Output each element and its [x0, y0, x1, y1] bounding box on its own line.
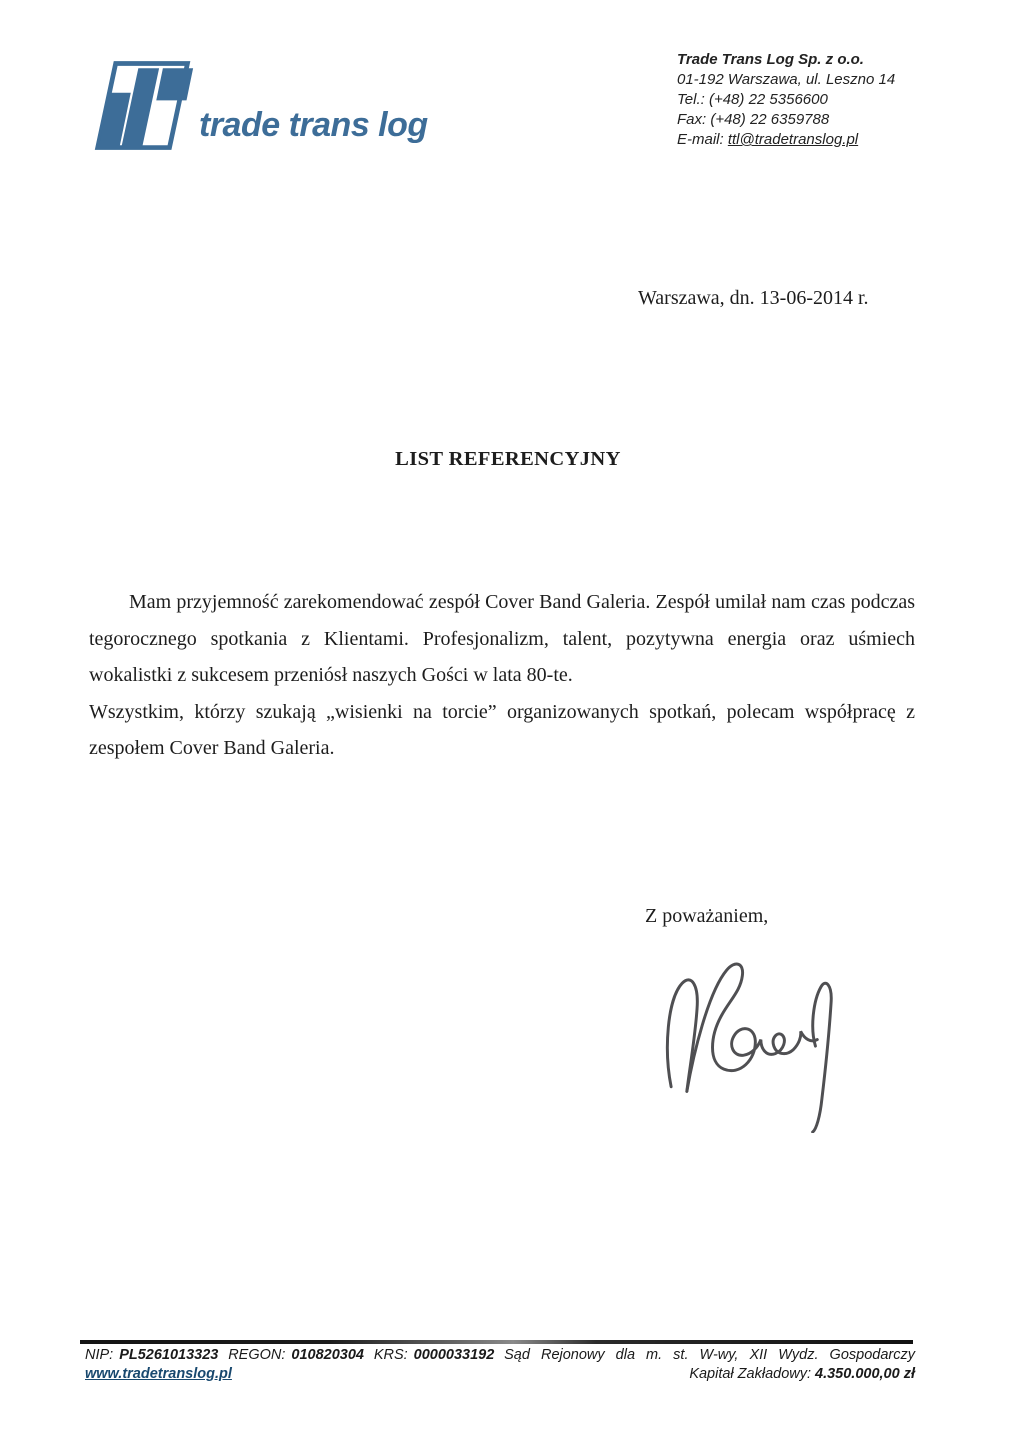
regon-value: 010820304 [291, 1347, 364, 1363]
footer-krs [374, 1347, 495, 1363]
nip-value: PL5261013323 [119, 1347, 219, 1363]
contact-address: 01-192 Warszawa, ul. Leszno 14 [677, 71, 896, 88]
krs-value: 0000033192 [413, 1347, 495, 1363]
capital-value: 4.350.000,00 zł [815, 1366, 915, 1382]
contact-email-label: E-mail: [677, 131, 724, 148]
krs-label: KRS: [373, 1347, 408, 1363]
trade-trans-log-icon [93, 58, 195, 154]
footer-regon [228, 1347, 364, 1363]
body-paragraph-2: Wszystkim, którzy szukają „wisienki na torcie” organizowanych spotkań, polecam współpracę z zespołem Cover Band Galeria. [89, 700, 915, 759]
date-line: Warszawa, dn. 13-06-2014 r. [638, 287, 869, 309]
footer-bottom-line [85, 1366, 915, 1382]
body-paragraph-1: Mam przyjemność zarekomendować zespół Cover Band Galeria. Zespół umilał nam czas podczas tegorocznego spotkania z Klientami. Profesjonalizm, talent, pozytywna energia oraz uśmiech wokalistki z sukcesem przeniósł naszych Gości w lata 80-te. [89, 591, 915, 686]
contact-email-line [677, 130, 957, 150]
contact-company-name: Trade Trans Log Sp. z o.o. [677, 51, 864, 68]
footer-divider [80, 1340, 913, 1344]
contact-phone: Tel.: (+48) 22 5356600 [677, 91, 828, 108]
footer-website-link: www.tradetranslog.pl [85, 1366, 232, 1382]
contact-fax: Fax: (+48) 22 6359788 [677, 111, 830, 128]
company-logo [93, 58, 428, 154]
nip-label: NIP: [85, 1347, 114, 1363]
logo-wordmark: trade trans log [199, 106, 428, 144]
footer-nip [85, 1347, 218, 1363]
letter-body [89, 584, 915, 767]
contact-block [677, 50, 957, 150]
handwritten-signature [638, 948, 843, 1133]
letter-title: LIST REFERENCYJNY [395, 448, 621, 470]
closing-salutation: Z poważaniem, [645, 905, 769, 927]
capital-label: Kapitał Zakładowy: [689, 1366, 812, 1382]
regon-label: REGON: [228, 1347, 286, 1363]
footer-court-info: Sąd Rejonowy dla m. st. W-wy, XII Wydz. Gospodarczy [504, 1347, 915, 1363]
footer-capital [689, 1366, 915, 1382]
contact-email-address: ttl@tradetranslog.pl [727, 131, 859, 148]
footer-registry-line [85, 1347, 915, 1363]
